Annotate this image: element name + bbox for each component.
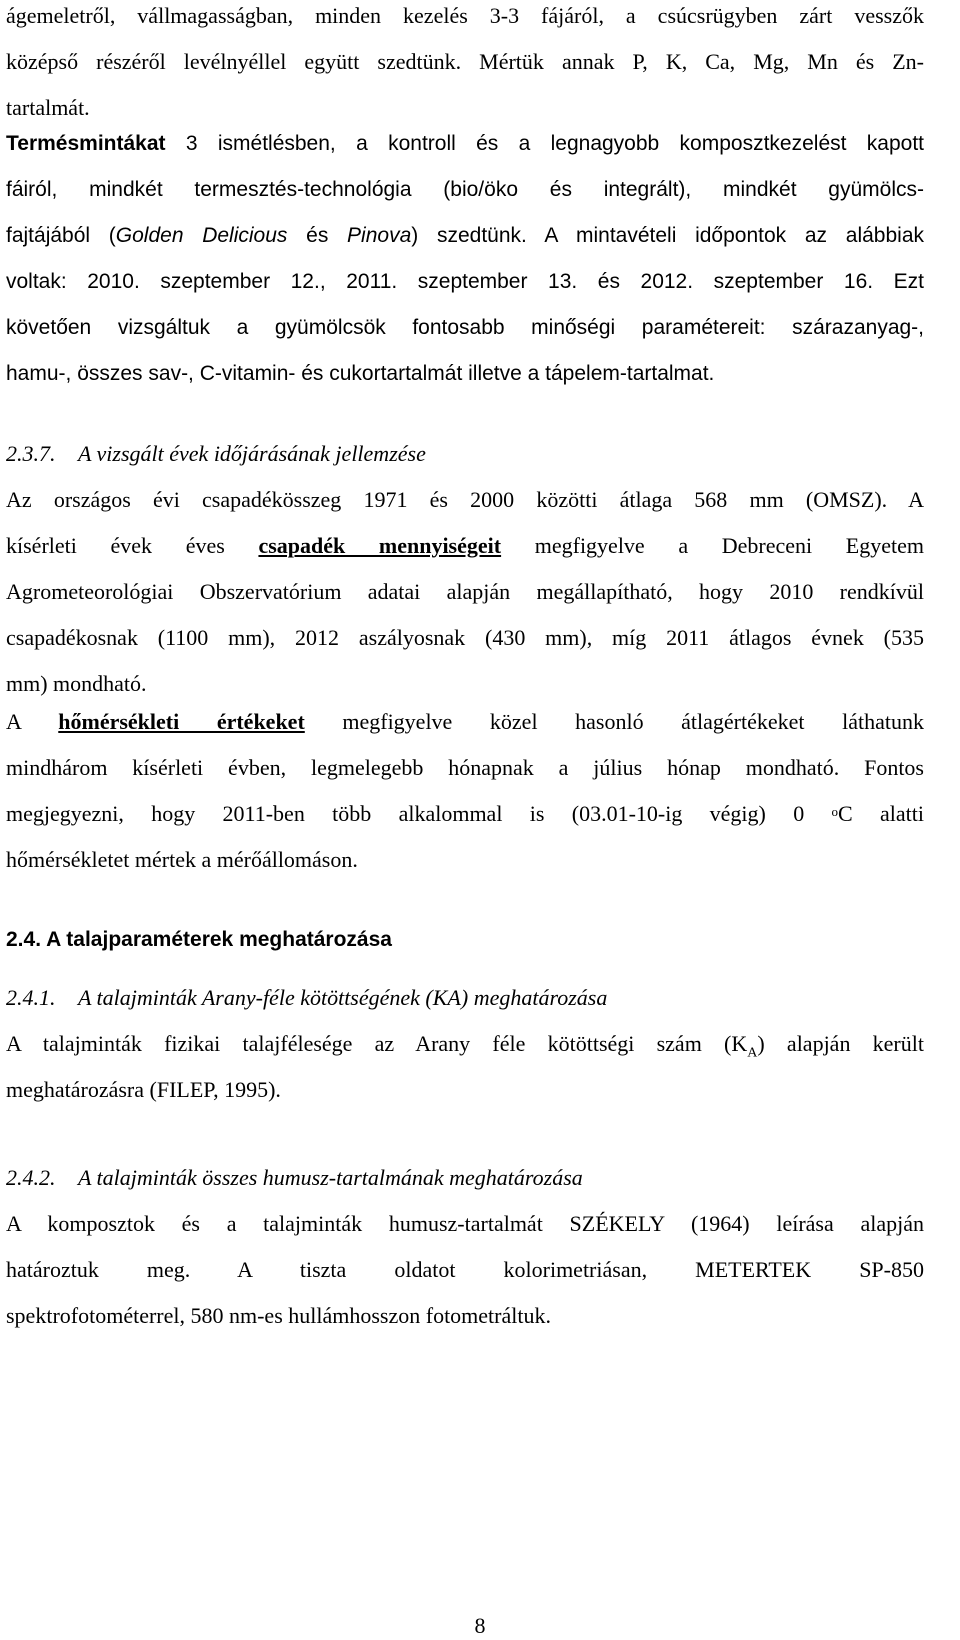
section-number: 2.4.1.: [6, 985, 56, 1010]
cultivar-name: Pinova: [347, 224, 412, 247]
text-line: fáiról, mindkét termesztés-technológia (bio/öko és integrált), mindkét gyümölcs-: [6, 178, 924, 201]
degree-sign: o: [831, 804, 839, 819]
text-line: spektrofotométerrel, 580 nm-es hullámhosszon fotometráltuk.: [6, 1303, 551, 1328]
section-heading: [6, 984, 924, 1012]
text-line: Az országos évi csapadékösszeg 1971 és 2000 közötti átlaga 568 mm (OMSZ). A: [6, 487, 924, 512]
text-line: középső részéről levélnyéllel együtt szedtünk. Mértük annak P, K, Ca, Mg, Mn és Zn-: [6, 49, 924, 74]
text-line: mm) mondható.: [6, 671, 147, 696]
text-line: voltak: 2010. szeptember 12., 2011. szeptember 13. és 2012. szeptember 16. Ezt: [6, 270, 924, 293]
text-line: Termésmintákat 3 ismétlésben, a kontroll és a legnagyobb komposztkezelést kapott: [6, 132, 924, 155]
section-title: A vizsgált évek időjárásának jellemzése: [78, 441, 426, 466]
emphasis-term: hőmérsékleti értékeket: [58, 709, 305, 734]
section-number: 2.4.2.: [6, 1165, 56, 1190]
text-line: A hőmérsékleti értékeket megfigyelve közel hasonló átlagértékeket láthatunk: [6, 709, 924, 734]
section-heading: [6, 440, 924, 468]
text-line: A talajminták fizikai talajfélesége az Arany féle kötöttségi szám $(K_A)$ alapján került: [6, 1031, 924, 1061]
text-line: csapadékosnak (1100 mm), 2012 aszályosnak (430 mm), míg 2011 átlagos évnek (535: [6, 625, 924, 650]
text-line: követően vizsgáltuk a gyümölcsök fontosabb minőségi paramétereit: szárazanyag-,: [6, 316, 924, 339]
text-line: A komposztok és a talajminták humusz-tartalmát SZÉKELY (1964) leírása alapján: [6, 1211, 924, 1236]
text-line: kísérleti évek éves csapadék mennyiségeit megfigyelve a Debreceni Egyetem: [6, 533, 924, 558]
text-line: ágemeletről, vállmagasságban, minden kezelés 3-3 fájáról, a csúcsrügyben zárt vesszők: [6, 3, 924, 28]
section-heading: 2.4. A talajparaméterek meghatározása: [6, 928, 392, 951]
text-line: megjegyezni, hogy 2011-ben több alkalommal is (03.01-10-ig végig) 0 $^o$C alatti: [6, 801, 925, 826]
text-line: Agrometeorológiai Obszervatórium adatai alapján megállapítható, hogy 2010 rendkívül: [6, 579, 924, 604]
text-line: hőmérsékletet mértek a mérőállomáson.: [6, 847, 358, 872]
page-number: 8: [474, 1613, 486, 1638]
subscript: A: [747, 1045, 758, 1061]
section-title: A talajminták Arany-féle kötöttségének (KA) meghatározása: [78, 985, 608, 1010]
text-line: mindhárom kísérleti évben, legmelegebb hónapnak a július hónap mondható. Fontos: [6, 755, 924, 780]
text-line: tartalmát.: [6, 95, 90, 120]
bold-term: Termésmintákat: [6, 132, 166, 155]
text-line: hamu-, összes sav-, C-vitamin- és cukortartalmát illetve a tápelem-tartalmat.: [6, 362, 715, 385]
section-heading: [6, 1164, 924, 1192]
cultivar-name: Golden Delicious: [115, 224, 288, 247]
text-line: meghatározásra (FILEP, 1995).: [6, 1077, 281, 1102]
text-line: határoztuk meg. A tiszta oldatot kolorimetriásan, METERTEK SP-850: [6, 1257, 924, 1282]
section-number: 2.3.7.: [6, 441, 56, 466]
text-line: fajtájából (Golden Delicious és Pinova) szedtünk. A mintavételi időpontok az alábbiak: [6, 224, 924, 247]
section-title: A talajminták összes humusz-tartalmának meghatározása: [78, 1165, 583, 1190]
emphasis-term: csapadék mennyiségeit: [258, 533, 502, 558]
